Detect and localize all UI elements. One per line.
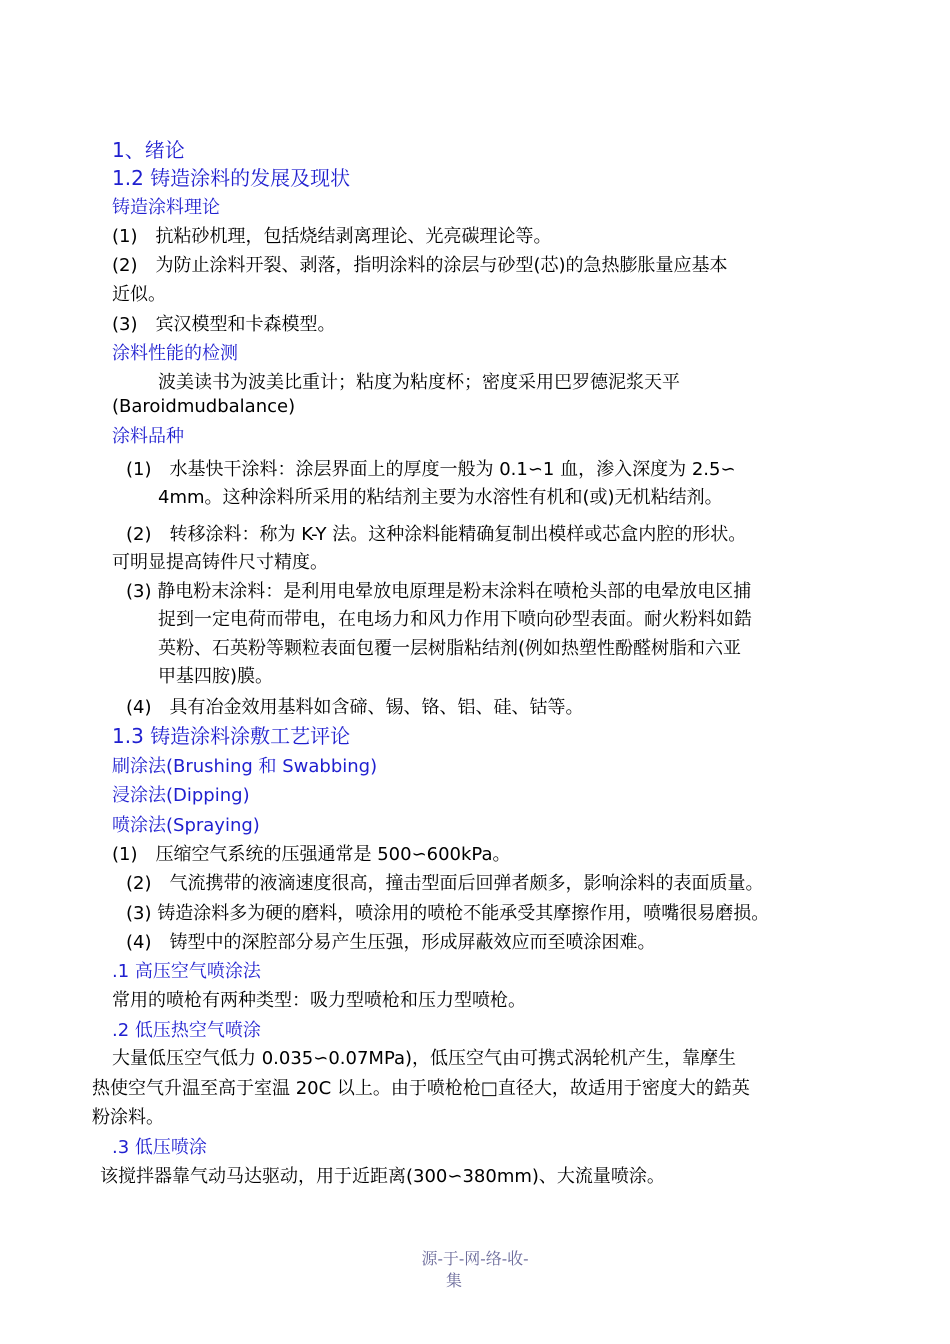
section-heading: 1.2 铸造涂料的发展及现状 [112, 166, 351, 190]
paragraph-line: 近似。 [112, 284, 166, 305]
paragraph-line: (4) 具有冶金效用基料如含碲、锡、铬、铝、硅、钴等。 [126, 697, 584, 718]
subsection-heading: 铸造涂料理论 [112, 197, 220, 218]
paragraph-line: 热使空气升温至高于室温 20C 以上。由于喷枪枪□直径大，故适用于密度大的鋯英 [92, 1078, 750, 1099]
paragraph-line: (1) 抗粘砂机理，包括烧结剥离理论、光亮碳理论等。 [112, 226, 552, 247]
paragraph-line: (3) 铸造涂料多为硬的磨料，喷涂用的喷枪不能承受其摩擦作用，喷嘴很易磨损。 [126, 903, 770, 924]
footer-note-line2: 集 [445, 1271, 462, 1290]
paragraph-line: 大量低压空气低力 0.035∽0.07MPa)，低压空气由可携式涡轮机产生，靠摩生 [112, 1048, 737, 1069]
paragraph-line: (3) 静电粉末涂料：是利用电晕放电原理是粉末涂料在喷枪头部的电晕放电区捕 [126, 581, 752, 602]
paragraph-line: (3) 宾汉模型和卡森模型。 [112, 314, 336, 335]
paragraph-line: (4) 铸型中的深腔部分易产生压强，形成屏蔽效应而至喷涂困难。 [126, 932, 656, 953]
subsection-heading: 涂料品种 [112, 426, 184, 447]
paragraph-line: 甲基四胺)膜。 [158, 666, 274, 687]
paragraph-line: (2) 气流携带的液滴速度很高，撞击型面后回弹者颇多，影响涂料的表面质量。 [126, 873, 764, 894]
paragraph-line: 4mm。这种涂料所采用的粘结剂主要为水溶性有机和(或)无机粘结剂。 [158, 487, 723, 508]
footer-note-line1: 源-于-网-络-收- [421, 1249, 529, 1268]
subsection-heading: .1 高压空气喷涂法 [112, 961, 261, 982]
paragraph-line: (2) 为防止涂料开裂、剥落，指明涂料的涂层与砂型(芯)的急热膨胀量应基本 [112, 255, 728, 276]
subsection-heading: .3 低压喷涂 [112, 1137, 207, 1158]
paragraph-line: 可明显提高铸件尺寸精度。 [112, 552, 328, 573]
paragraph-line: 波美读书为波美比重计；粘度为粘度杯；密度采用巴罗德泥浆天平 [158, 372, 680, 393]
paragraph-line: 捉到一定电荷而带电，在电场力和风力作用下喷向砂型表面。耐火粉料如鋯 [158, 609, 752, 630]
subsection-heading: 喷涂法(Spraying) [112, 815, 260, 836]
paragraph-line: (Baroidmudbalance) [112, 396, 296, 417]
paragraph-line: 英粉、石英粉等颗粒表面包覆一层树脂粘结剂(例如热塑性酚醛树脂和六亚 [158, 638, 742, 659]
paragraph-line: 常用的喷枪有两种类型：吸力型喷枪和压力型喷枪。 [112, 990, 526, 1011]
paragraph-line: (2) 转移涂料：称为 K-Y 法。这种涂料能精确复制出模样或芯盒内腔的形状。 [126, 524, 747, 545]
section-heading: 1.3 铸造涂料涂敷工艺评论 [112, 724, 351, 748]
paragraph-line: 粉涂料。 [92, 1107, 164, 1128]
subsection-heading: 刷涂法(Brushing 和 Swabbing) [112, 756, 378, 777]
paragraph-line: 该搅拌器靠气动马达驱动，用于近距离(300∽380mm)、大流量喷涂。 [100, 1166, 665, 1187]
chapter-heading: 1、绪论 [112, 138, 185, 162]
subsection-heading: 浸涂法(Dipping) [112, 785, 250, 806]
paragraph-line: (1) 水基快干涂料：涂层界面上的厚度一般为 0.1∽1 血，渗入深度为 2.5∽ [126, 459, 736, 480]
paragraph-line: (1) 压缩空气系统的压强通常是 500∽600kPa。 [112, 844, 511, 865]
subsection-heading: 涂料性能的检测 [112, 343, 238, 364]
subsection-heading: .2 低压热空气喷涂 [112, 1020, 261, 1041]
